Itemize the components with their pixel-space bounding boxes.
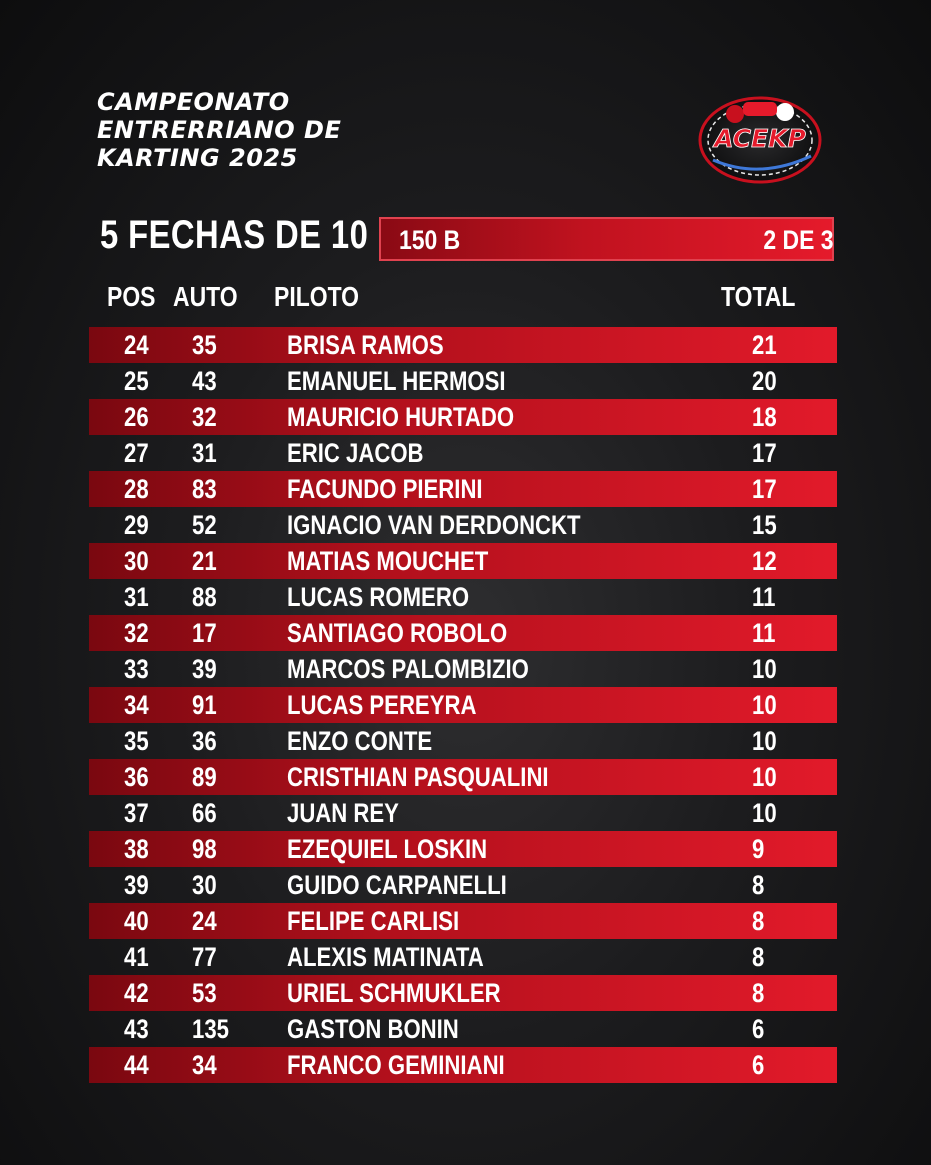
- title-line: KARTING 2025: [97, 144, 298, 172]
- driver-name-cell: MATIAS MOUCHET: [287, 546, 489, 576]
- driver-name-cell: MARCOS PALOMBIZIO: [287, 654, 529, 684]
- table-row: [89, 327, 837, 363]
- table-row: [89, 1011, 837, 1047]
- points-total-cell: 10: [752, 690, 777, 720]
- points-total-cell: 15: [752, 510, 777, 540]
- position-cell: 44: [124, 1050, 149, 1080]
- driver-name-cell: IGNACIO VAN DERDONCKT: [287, 510, 581, 540]
- position-cell: 35: [124, 726, 149, 756]
- position-cell: 39: [124, 870, 149, 900]
- position-cell: 28: [124, 474, 149, 504]
- points-total-cell: 11: [752, 582, 776, 612]
- position-cell: 43: [124, 1014, 149, 1044]
- car-number-cell: 39: [192, 654, 217, 684]
- points-total-cell: 17: [752, 474, 777, 504]
- car-number-cell: 31: [192, 438, 217, 468]
- driver-name-cell: FRANCO GEMINIANI: [287, 1050, 505, 1080]
- driver-name-cell: EMANUEL HERMOSI: [287, 366, 506, 396]
- table-row: [89, 903, 837, 939]
- position-cell: 31: [124, 582, 149, 612]
- header-total: TOTAL: [721, 281, 796, 312]
- position-cell: 33: [124, 654, 149, 684]
- title-line: CAMPEONATO: [97, 88, 290, 116]
- driver-name-cell: ENZO CONTE: [287, 726, 433, 756]
- driver-name-cell: ERIC JACOB: [287, 438, 424, 468]
- position-cell: 29: [124, 510, 149, 540]
- table-row: [89, 363, 837, 399]
- position-cell: 34: [124, 690, 149, 720]
- points-total-cell: 8: [752, 942, 765, 972]
- driver-name-cell: EZEQUIEL LOSKIN: [287, 834, 488, 864]
- position-cell: 24: [124, 330, 149, 360]
- points-total-cell: 10: [752, 726, 777, 756]
- car-number-cell: 83: [192, 474, 217, 504]
- table-row: [89, 723, 837, 759]
- table-row: [89, 399, 837, 435]
- table-row: [89, 759, 837, 795]
- position-cell: 25: [124, 366, 149, 396]
- car-number-cell: 88: [192, 582, 217, 612]
- driver-name-cell: FELIPE CARLISI: [287, 906, 460, 936]
- table-row: [89, 831, 837, 867]
- points-total-cell: 18: [752, 402, 777, 432]
- category-part: 2 DE 3: [763, 225, 834, 255]
- points-total-cell: 10: [752, 798, 777, 828]
- kart-racing-logo: [693, 88, 828, 186]
- position-cell: 32: [124, 618, 149, 648]
- car-number-cell: 89: [192, 762, 217, 792]
- points-total-cell: 10: [752, 762, 777, 792]
- driver-name-cell: FACUNDO PIERINI: [287, 474, 483, 504]
- title-line: ENTRERRIANO DE: [97, 116, 342, 144]
- points-total-cell: 8: [752, 906, 765, 936]
- driver-name-cell: LUCAS PEREYRA: [287, 690, 477, 720]
- points-total-cell: 21: [752, 330, 777, 360]
- car-number-cell: 91: [192, 690, 217, 720]
- header-piloto: PILOTO: [274, 281, 360, 312]
- car-number-cell: 17: [192, 618, 217, 648]
- table-row: [89, 507, 837, 543]
- position-cell: 37: [124, 798, 149, 828]
- driver-name-cell: BRISA RAMOS: [287, 330, 444, 360]
- position-cell: 42: [124, 978, 149, 1008]
- driver-name-cell: GASTON BONIN: [287, 1014, 459, 1044]
- position-cell: 27: [124, 438, 149, 468]
- table-row: [89, 543, 837, 579]
- car-number-cell: 34: [192, 1050, 217, 1080]
- table-row: [89, 939, 837, 975]
- car-number-cell: 135: [192, 1014, 229, 1044]
- table-row: [89, 435, 837, 471]
- car-number-cell: 30: [192, 870, 217, 900]
- car-number-cell: 43: [192, 366, 217, 396]
- points-total-cell: 8: [752, 870, 765, 900]
- points-total-cell: 20: [752, 366, 777, 396]
- table-row: [89, 687, 837, 723]
- points-total-cell: 17: [752, 438, 777, 468]
- points-total-cell: 12: [752, 546, 777, 576]
- category-name: 150 B: [399, 225, 461, 255]
- points-total-cell: 9: [752, 834, 765, 864]
- table-row: [89, 471, 837, 507]
- car-number-cell: 32: [192, 402, 217, 432]
- table-row: [89, 651, 837, 687]
- car-number-cell: 77: [192, 942, 217, 972]
- logo-text: ACEKP: [714, 124, 806, 153]
- points-total-cell: 10: [752, 654, 777, 684]
- car-number-cell: 36: [192, 726, 217, 756]
- driver-name-cell: URIEL SCHMUKLER: [287, 978, 501, 1008]
- points-total-cell: 6: [752, 1050, 765, 1080]
- car-number-cell: 35: [192, 330, 217, 360]
- table-row: [89, 615, 837, 651]
- position-cell: 26: [124, 402, 149, 432]
- car-number-cell: 21: [192, 546, 217, 576]
- driver-name-cell: GUIDO CARPANELLI: [287, 870, 507, 900]
- points-total-cell: 6: [752, 1014, 765, 1044]
- standings-table: [89, 327, 837, 1083]
- points-total-cell: 11: [752, 618, 776, 648]
- championship-title: [97, 88, 341, 172]
- car-number-cell: 53: [192, 978, 217, 1008]
- driver-name-cell: MAURICIO HURTADO: [287, 402, 515, 432]
- position-cell: 40: [124, 906, 149, 936]
- position-cell: 41: [124, 942, 149, 972]
- table-row: [89, 579, 837, 615]
- position-cell: 30: [124, 546, 149, 576]
- car-number-cell: 52: [192, 510, 217, 540]
- driver-name-cell: LUCAS ROMERO: [287, 582, 470, 612]
- header-pos: POS: [107, 281, 156, 312]
- car-number-cell: 66: [192, 798, 217, 828]
- category-banner: [379, 217, 834, 261]
- header-auto: AUTO: [173, 281, 238, 312]
- table-row: [89, 1047, 837, 1083]
- fechas-count: 5 FECHAS DE 10: [100, 213, 369, 257]
- table-row: [89, 975, 837, 1011]
- position-cell: 38: [124, 834, 149, 864]
- position-cell: 36: [124, 762, 149, 792]
- driver-name-cell: ALEXIS MATINATA: [287, 942, 484, 972]
- points-total-cell: 8: [752, 978, 765, 1008]
- car-number-cell: 98: [192, 834, 217, 864]
- table-row: [89, 867, 837, 903]
- driver-name-cell: SANTIAGO ROBOLO: [287, 618, 508, 648]
- driver-name-cell: CRISTHIAN PASQUALINI: [287, 762, 549, 792]
- table-row: [89, 795, 837, 831]
- car-number-cell: 24: [192, 906, 217, 936]
- driver-name-cell: JUAN REY: [287, 798, 399, 828]
